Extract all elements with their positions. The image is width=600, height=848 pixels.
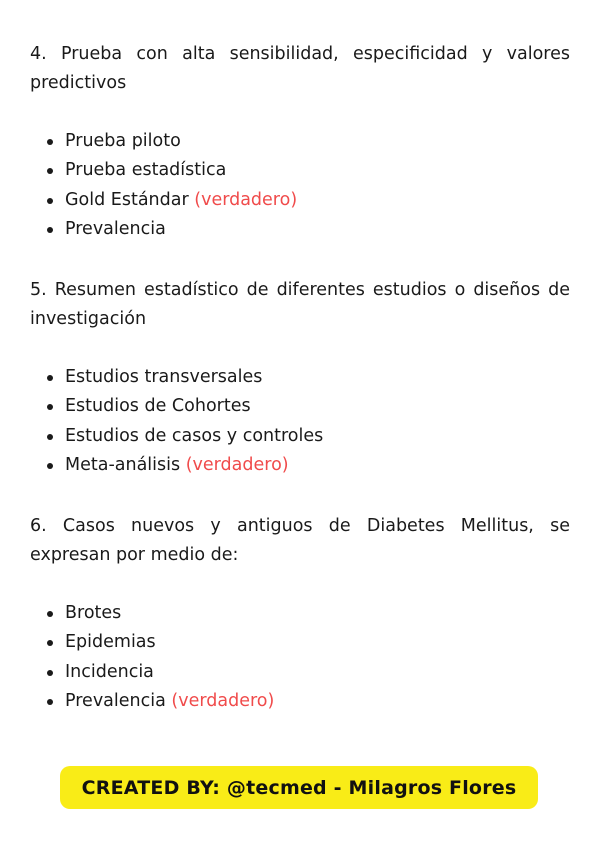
option-label: Estudios de Cohortes <box>65 396 251 417</box>
option-item <box>30 599 570 628</box>
option-item <box>30 451 570 480</box>
option-item <box>30 687 570 716</box>
option-label: Prevalencia <box>65 218 166 239</box>
option-label: Estudios transversales <box>65 367 263 387</box>
option-item <box>30 156 570 185</box>
bullet-icon <box>47 404 53 410</box>
question-6-options <box>30 599 570 716</box>
question-5-text: 5. Resumen estadístico de diferentes estudios o diseños de investigación <box>30 280 570 329</box>
option-item <box>30 127 570 156</box>
option-label: Estudios de casos y controles <box>65 425 324 446</box>
option-item <box>30 422 570 451</box>
option-item <box>30 628 570 657</box>
option-item <box>30 658 570 687</box>
option-label: Incidencia <box>65 661 154 682</box>
option-label: Epidemias <box>65 632 156 653</box>
bullet-icon <box>47 463 53 469</box>
question-6-text: 6. Casos nuevos y antiguos de Diabetes Mellitus, se expresan por medio de: <box>30 516 570 565</box>
correct-answer-tag: (verdadero) <box>171 690 275 711</box>
bullet-icon <box>47 168 53 174</box>
option-item <box>30 186 570 215</box>
option-label: Prueba piloto <box>65 131 181 151</box>
option-item <box>30 392 570 421</box>
option-label: Prueba estadística <box>65 160 227 181</box>
bullet-icon <box>47 198 53 204</box>
bullet-icon <box>47 139 53 145</box>
credit-banner: CREATED BY: @tecmed - Milagros Flores <box>60 766 538 809</box>
bullet-icon <box>47 227 53 233</box>
option-label: Prevalencia <box>65 690 166 711</box>
question-4-options <box>30 127 570 244</box>
bullet-icon <box>47 699 53 705</box>
correct-answer-tag: (verdadero) <box>185 454 289 475</box>
bullet-icon <box>47 640 53 646</box>
option-item <box>30 215 570 244</box>
bullet-icon <box>47 611 53 617</box>
question-5-options <box>30 363 570 480</box>
bullet-icon <box>47 670 53 676</box>
option-item <box>30 363 570 392</box>
option-label: Brotes <box>65 603 122 623</box>
option-label: Gold Estándar <box>65 189 189 210</box>
option-label: Meta-análisis <box>65 454 181 475</box>
correct-answer-tag: (verdadero) <box>194 189 298 210</box>
bullet-icon <box>47 375 53 381</box>
question-4-text: 4. Prueba con alta sensibilidad, especificidad y valores predictivos <box>30 44 570 93</box>
bullet-icon <box>47 434 53 440</box>
